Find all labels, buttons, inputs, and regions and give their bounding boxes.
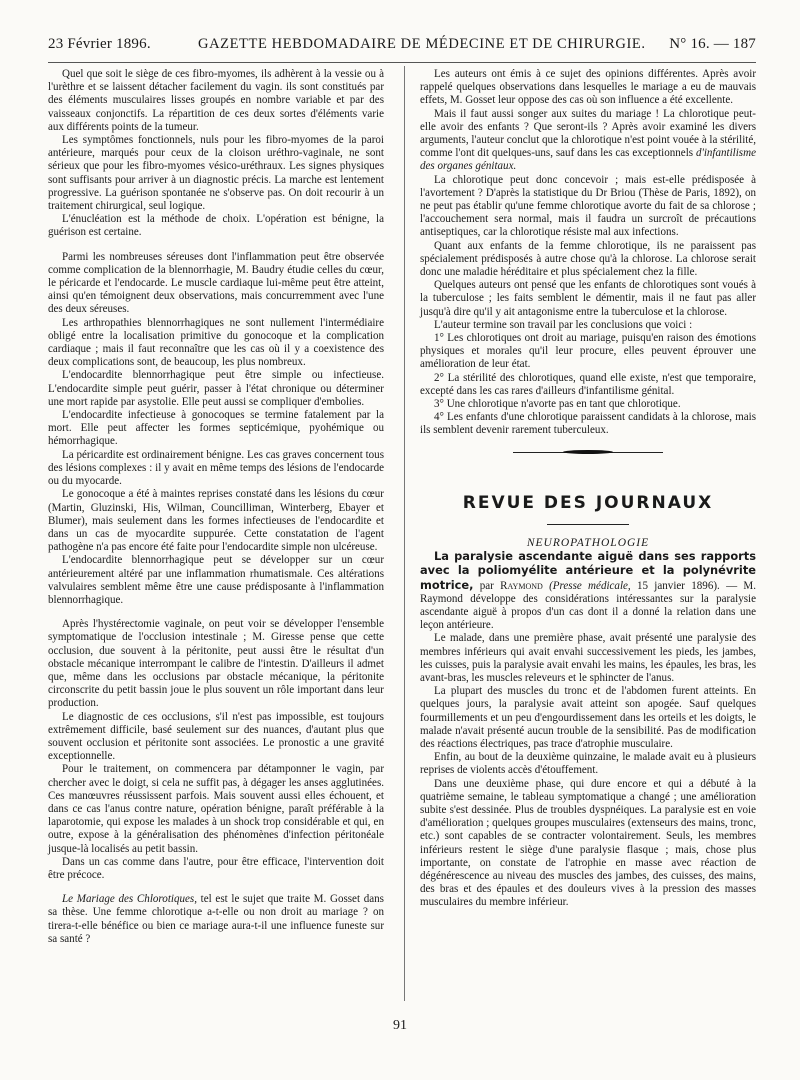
paragraph: La péricardite est ordinairement bénigne. Les cas graves concernent tous des lésions complexes : il y avait en même temps des lésions de l'endocarde ou du myocarde. [48,448,384,488]
paragraph: Quel que soit le siège de ces fibro-myomes, ils adhèrent à la vessie ou à l'urèthre et se laissent détacher facilement du vagin. ils sont constitués par des éléments musculaires lisses groupés en nombre variable et par des vaisseaux conjonctifs. La répartition de ces deux sortes d'éléments varie aux différents points de la tumeur. [48,68,384,133]
conclusion-item: 1° Les chlorotiques ont droit au mariage, puisqu'en raison des émotions physiques et morales qu'il leur procure, elles peuvent éprouver une amélioration de leur état. [420,332,756,371]
journal-title: GAZETTE HEBDOMADAIRE DE MÉDECINE ET DE CHIRURGIE. [198,36,646,52]
paragraph-text: M. Raymond développe des considérations intéressantes sur la paralysie ascendante aiguë à propos d'un cas dont il a donné la relation dans une leçon antérieure. [420,579,756,632]
left-column [48,68,384,946]
article-author: Raymond [500,579,543,592]
paragraph: Dans une deuxième phase, qui dure encore et qui a débuté à la quatrième semaine, le tableau symptomatique a changé ; une amélioration subite s'est dessinée. Plus de troubles dyspnéiques. La paralysie est en voie d'amélioration ; quelques groupes musculaires (extenseurs des mains, tronc, etc.) sont capables de se contracter volontairement. Seuls, les membres inférieurs restent le siège d'une paralysie flasque ; mais, chose plus importante, on constate de l'atrophie en masse avec réaction de dégénérescence au niveau des muscles des jambes, des cuisses, des mains, des bras et des épaules et des douleurs vives à la pression des masses musculaires du membre inférieur. [420,777,756,909]
paragraph [48,893,384,946]
paragraph: Les arthropathies blennorrhagiques ne sont nullement l'intermédiaire obligé entre la localisation primitive du gonocoque et la complication cardiaque ; mais il faut reconnaître que les cas où il y a coexistence des deux complications sont, de beaucoup, les plus nombreux. [48,316,384,369]
paragraph: Enfin, au bout de la deuxième quinzaine, le malade avait eu à plusieurs reprises de violents accès d'étouffement. [420,751,756,777]
spacer [48,607,384,618]
conclusion-item: 2° La stérilité des chlorotiques, quand elle existe, n'est que temporaire, excepté dans les cas rares d'ailleurs d'infantilisme génital. [420,371,756,397]
paragraph: Après l'hystérectomie vaginale, on peut voir se développer l'ensemble symptomatique de l'occlusion intestinale ; M. Giresse pense que cette occlusion, due souvent à la péritonite, peut aussi être le résultat d'un obstacle mécanique interrompant le calibre de l'intestin. D'ailleurs il admet que, même dans les occlusions par obstacle mécanique, la péritonite circonscrite du petit bassin joue le plus souvent un rôle important dans leur production. [48,618,384,710]
section-rule [547,524,629,525]
conclusion-item: 3° Une chlorotique n'avorte pas en tant que chlorotique. [434,398,681,411]
paragraph: La plupart des muscles du tronc et de l'abdomen furent atteints. En quelques jours, la paralysie avait atteint son apogée. Sauf quelques fourmillements et un peu d'engourdissement dans les orteils et les doigts, le malade n'avait présenté aucun trouble de la sensibilité. Pas de modification des réactions électriques, pas trace d'atrophie musculaire. [420,685,756,750]
section-title: REVUE DES JOURNAUX [462,492,714,513]
running-header [48,36,756,56]
emphasis-text: d'infantilisme des organes génitaux. [420,147,756,173]
paragraph-text: Mais il faut aussi songer aux suites du mariage ! La chlorotique peut-elle avoir des enfants ? Que seront-ils ? Après avoir examiné les divers arguments, l'auteur conclut que la chlorotique n'est point vouée à la stérilité, comme l'ont dit quelques-uns, sauf dans les cas exceptionnels [420,107,757,160]
right-column [420,68,756,910]
paragraph [420,108,756,174]
article-par: par [479,579,494,592]
conclusion-item: 4° Les enfants d'une chlorotique paraissent candidats à la chlorose, mais ils semblent devenir rarement tuberculeux. [420,411,756,437]
paragraph: Dans un cas comme dans l'autre, pour être efficace, l'intervention doit être précoce. [48,855,384,881]
paragraph: L'endocardite infectieuse à gonocoques se termine fatalement par la mort. Elle peut affecter les formes septicémique, pyohémique ou hémorrhagique. [48,409,384,448]
paragraph: Les symptômes fonctionnels, nuls pour les fibro-myomes de la paroi antérieure, marqués pour ceux de la cloison uréthro-vaginale, ne sont sérieux que pour les fibro-myomes vésico-uréthraux. Les signes physiques sont suffisants pour arriver à un diagnostic précis. La marche est lentement progressive. La guérison spontanée ne s'observe pas. On doit recourir à un traitement chirurgical, seul logique. [48,134,384,213]
thesis-title: Le Mariage des Chlorotiques, [62,893,197,906]
paragraph: Le diagnostic de ces occlusions, s'il n'est pas impossible, est toujours extrêmement difficile, basé seulement sur des nuances, d'autant plus que souvent occlusion et péritonite sont associées. Le pronostic a une gravité exceptionnelle. [48,710,384,763]
paragraph: L'auteur termine son travail par les conclusions que voici : [434,318,693,331]
paragraph-text: tel est le sujet que traite M. Gosset dans sa thèse. Une femme chlorotique a-t-elle ou non droit au mariage ? on tirera-t-elle bénéfice ou bien ce mariage aura-t-il une influence funeste sur sa santé ? [48,893,384,945]
paragraph: L'énucléation est la méthode de choix. L'opération est bénigne, la guérison est certaine. [48,213,384,239]
article-title: La paralysie ascendante aiguë dans ses rapports avec la poliomyélite antérieure et la polynévrite motrice, [420,549,756,592]
paragraph: Les auteurs ont émis à ce sujet des opinions différentes. Après avoir rappelé quelques observations dans lesquelles le mariage a eu de mauvais effets, M. Gosset leur oppose des cas où son influence a été excellente. [420,68,756,107]
header-rule [48,62,756,63]
article-date: 15 janvier 1896). — [636,579,738,592]
column-divider [404,66,405,1001]
paragraph: L'endocardite blennorrhagique peut se développer sur un cœur antérieurement altéré par une inflammation rhumatismale. Ces altérations valvulaires semblent même être une cause prédisposante à l'inflammation blennorrhagique. [48,554,384,606]
spacer [48,882,384,893]
spacer [48,240,384,251]
paragraph: Parmi les nombreuses séreuses dont l'inflammation peut être observée comme complication de la blennorrhagie, M. Baudry étudie celles du cœur, le péricarde et l'endocarde. Le muscle cardiaque lui-même peut être atteint, ainsi qu'en témoignent deux observations, mais concurremment avec l'une des deux séreuses. [48,250,384,316]
paragraph: L'endocardite blennorrhagique peut être simple ou infectieuse. L'endocardite simple peut guérir, passer à l'état chronique ou déterminer une mort rapide par asystolie. Elle peut aussi se compliquer d'embolies. [48,369,384,408]
paragraph: Quelques auteurs ont pensé que les enfants de chlorotiques sont voués à la tuberculose ; les faits semblent le démentir, mais il ne faut pas aller jusqu'à dire qu'il y ait antagonisme entre la tuberculose et la chlorose. [420,279,756,318]
page-folio: 91 [393,1018,407,1033]
subsection-title: NEUROPATHOLOGIE [526,536,650,549]
paragraph: La chlorotique peut donc concevoir ; mais est-elle prédisposée à l'avortement ? D'après la statistique du Dr Briou (Thèse de Paris, 1892), on ne peut pas établir qu'une femme chlorotique avorte du fait de sa chlorose ; l'accouchement sera normal, mais il faudra un surcroît de précautions antiseptiques, car la chlorotique résiste mal aux infections. [420,173,756,239]
article-source: (Presse médicale, [549,579,631,592]
issue-number-page: N° 16. — 187 [669,36,756,52]
paragraph: Le malade, dans une première phase, avait présenté une paralysie des membres inférieurs qui avait envahi successivement les pieds, les jambes, les cuisses, puis la paralysie avait envahi les mains, les épaules, les bras, les avant-bras, les muscles releveurs et le sphincter de l'anus. [420,632,756,684]
article-heading [420,550,756,632]
paragraph: Pour le traitement, on commencera par détamponner le vagin, par chercher avec le doigt, si cela ne suffit pas, à dégager les anses agglutinées. Ces manœuvres réussissent parfois. Mais souvent aussi elles échouent, et dans ce cas l'anus contre nature, opération bénigne, paraît préférable à la laparotomie, qui expose les malades à un shock trop considérable et qui, en outre, expose à la généralisation des phénomènes d'infection péritonéale jusque-là localisés au petit bassin. [48,763,384,855]
paragraph: Le gonocoque a été à maintes reprises constaté dans les lésions du cœur (Martin, Gluzinski, His, Wilman, Councilliman, Winterberg, Ebayer et Blumer), mais seulement dans les formes infectieuses de l'endocardite et dans un cas de myocardite suppurée. Cette constatation de l'agent pathogène n'a pas encore été faite pour l'endocardite simple non ulcéreuse. [48,488,384,554]
paragraph: Quant aux enfants de la femme chlorotique, ils ne paraissent pas spécialement prédisposés à autre chose qu'à la chlorose. La chlorose serait donc une maladie héréditaire et plus spécialement chez la fille. [420,239,756,279]
decorative-rule [513,450,663,455]
issue-date: 23 Février 1896. [48,36,151,52]
